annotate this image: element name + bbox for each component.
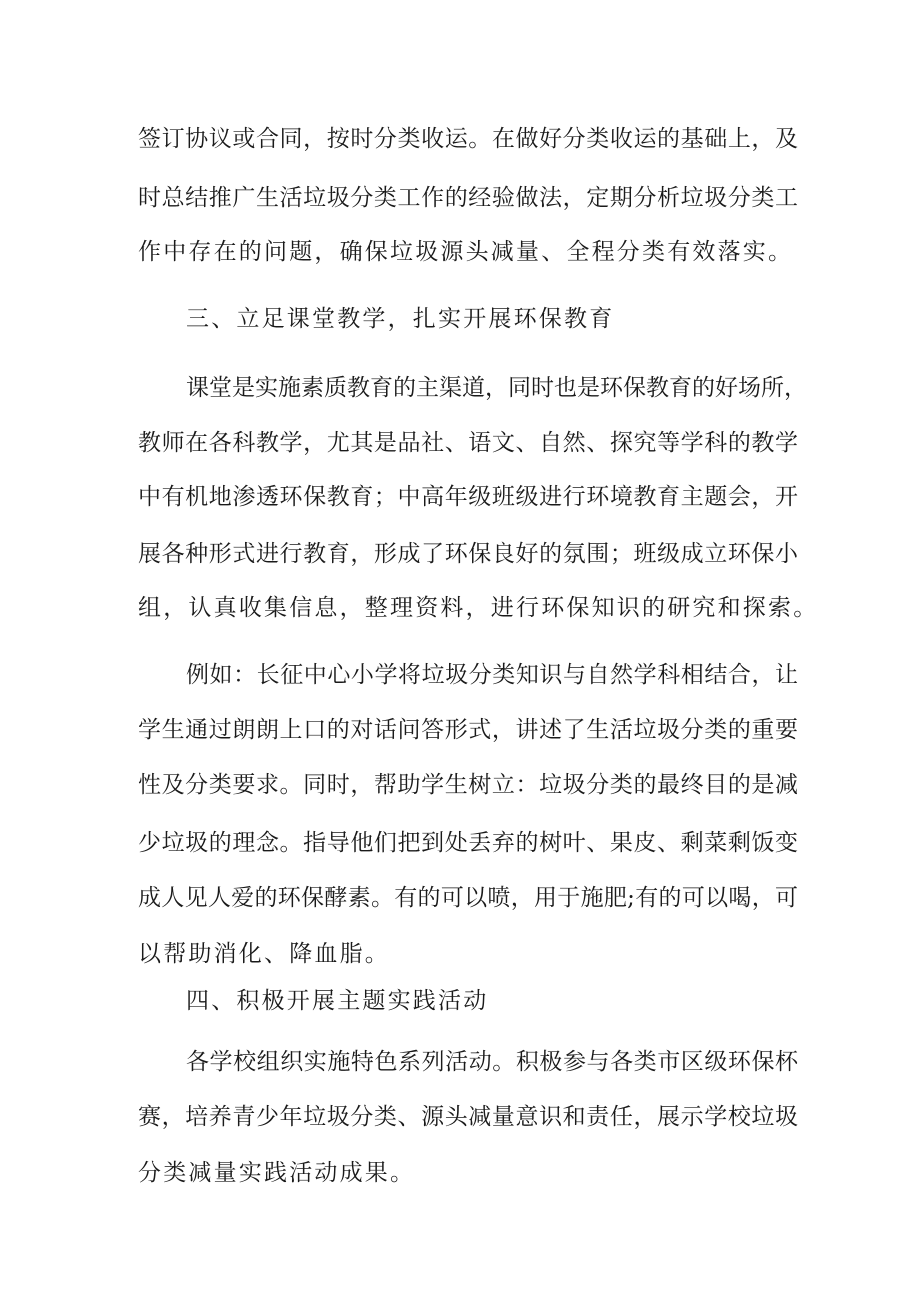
- paragraph-2-line-2: 教师在各科教学，尤其是品社、语文、自然、探究等学科的教学: [138, 430, 798, 456]
- paragraph-1-line-2: 时总结推广生活垃圾分类工作的经验做法，定期分析垃圾分类工: [138, 185, 798, 211]
- paragraph-4-line-1: 各学校组织实施特色系列活动。积极参与各类市区级环保杯: [186, 1049, 798, 1075]
- paragraph-1-line-1: 签订协议或合同，按时分类收运。在做好分类收运的基础上，及: [138, 126, 798, 152]
- paragraph-2-line-1: 课堂是实施素质教育的主渠道，同时也是环保教育的好场所，: [186, 375, 807, 401]
- section-heading-4: 四、积极开展主题实践活动: [186, 988, 489, 1014]
- section-heading-3: 三、立足课堂教学，扎实开展环保教育: [186, 306, 615, 332]
- paragraph-2-line-3: 中有机地渗透环保教育；中高年级班级进行环境教育主题会，开: [138, 484, 798, 510]
- paragraph-3-line-3: 性及分类要求。同时，帮助学生树立：垃圾分类的最终目的是减: [138, 772, 798, 798]
- paragraph-2-line-4: 展各种形式进行教育，形成了环保良好的氛围；班级成立环保小: [138, 541, 798, 567]
- paragraph-3-line-1: 例如：长征中心小学将垃圾分类知识与自然学科相结合，让: [186, 662, 798, 688]
- paragraph-1-line-3: 作中存在的问题，确保垃圾源头减量、全程分类有效落实。: [138, 239, 794, 265]
- paragraph-3-line-5: 成人见人爱的环保酵素。有的可以喷，用于施肥;有的可以喝，可: [138, 885, 798, 911]
- paragraph-3-line-4: 少垃圾的理念。指导他们把到处丢弃的树叶、果皮、剩菜剩饭变: [138, 830, 798, 856]
- paragraph-3-line-2: 学生通过朗朗上口的对话问答形式，讲述了生活垃圾分类的重要: [138, 717, 798, 743]
- paragraph-2-line-5: 组，认真收集信息，整理资料，进行环保知识的研究和探索。: [138, 595, 819, 621]
- paragraph-3-line-6: 以帮助消化、降血脂。: [138, 941, 390, 967]
- paragraph-4-line-2: 赛，培养青少年垃圾分类、源头减量意识和责任，展示学校垃圾: [138, 1104, 798, 1130]
- paragraph-4-line-3: 分类减量实践活动成果。: [138, 1160, 416, 1186]
